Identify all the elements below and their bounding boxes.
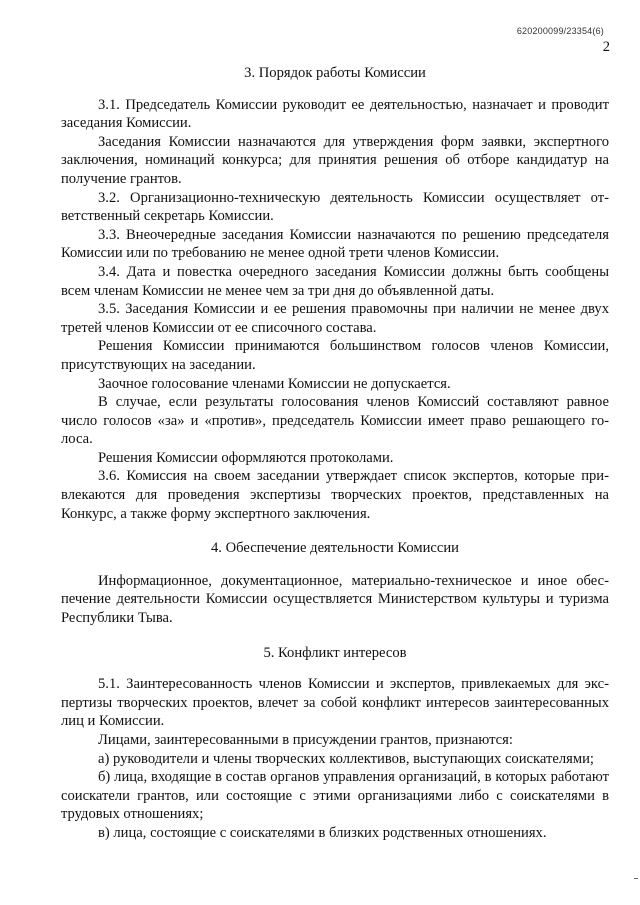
paragraph-3-1: 3.1. Председатель Комиссии руководит ее деятельностью, назначает и проводит заседания Комиссии.	[61, 96, 609, 132]
document-id: 620200099/23354(6)	[516, 26, 604, 36]
section-5-title: 5. Конфликт интересов	[263, 644, 407, 661]
list-item-b: б) лица, входящие в состав органов управления организаций, в которых работают соискатели грантов, или состоящие с этими организациями либо с соискателями в трудовых отношениях;	[61, 769, 609, 823]
page-number: 2	[602, 39, 610, 55]
list-item-c: в) лица, состоящие с соискателями в близких родственных отношениях.	[98, 824, 547, 841]
document-body	[61, 64, 609, 843]
paragraph: Решения Комиссии оформляются протоколами.	[98, 449, 394, 466]
paragraph-3-6: 3.6. Комиссия на своем заседании утверждает список экспертов, которые привлекаются для проведения экспертизы творческих проектов, представленных на Конкурс, а также форму экспертного заключения.	[61, 468, 609, 522]
section-3-title: 3. Порядок работы Комиссии	[244, 65, 426, 81]
paragraph: Заочное голосование членами Комиссии не допускается.	[98, 375, 451, 392]
scan-mark	[634, 878, 638, 879]
paragraph: Решения Комиссии принимаются большинством голосов членов Комиссии, присутствующих на заседании.	[61, 338, 609, 373]
section-4-title: 4. Обеспечение деятельности Комиссии	[210, 540, 459, 557]
paragraph-3-5: 3.5. Заседания Комиссии и ее решения правомочны при наличии не менее двух третей членов Комиссии от ее списочного состава.	[61, 301, 609, 336]
paragraph-4: Информационное, документационное, материально-техническое и иное обеспечение деятельности Комиссии осуществляется Министерством культуры и туризма Республики Тыва.	[61, 572, 609, 627]
paragraph: Заседания Комиссии назначаются для утверждения форм заявки, экспертного заключения, номинаций конкурса; для принятия решения об отборе кандидатур на получение грантов.	[61, 133, 609, 187]
paragraph-3-3: 3.3. Внеочередные заседания Комиссии назначаются по решению председателя Комиссии или по требованию не менее одной трети членов Комиссии.	[61, 226, 609, 262]
paragraph: В случае, если результаты голосования членов Комиссий составляют равное число голосов «за» и «против», председатель Комиссии имеет право решающего голоса.	[61, 394, 609, 448]
paragraph-3-4: 3.4. Дата и повестка очередного заседания Комиссии должны быть сообщены всем членам Комиссии не менее чем за три дня до объявленной даты.	[61, 263, 609, 299]
list-item-a: а) руководители и члены творческих коллективов, выступающих соискателями;	[98, 750, 594, 767]
paragraph-5-1: 5.1. Заинтересованность членов Комиссии и экспертов, привлекаемых для экспертизы творческих проектов, влечет за собой конфликт интересов заинтересованных лиц и Комиссии.	[61, 676, 609, 730]
paragraph: Лицами, заинтересованными в присуждении грантов, признаются:	[98, 732, 513, 748]
paragraph-3-2: 3.2. Организационно-техническую деятельность Комиссии осуществляет ответственный секретарь Комиссии.	[61, 189, 609, 225]
